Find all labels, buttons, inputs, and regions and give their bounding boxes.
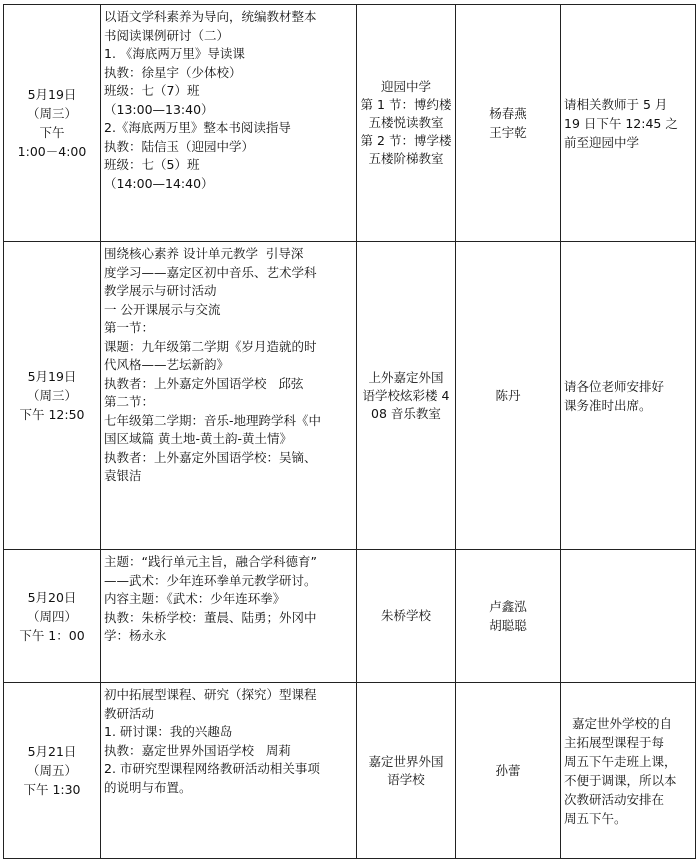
activity-content-line: 袁银洁 [104,468,142,483]
note-line: 19 日下午 12:45 之 [564,115,678,131]
activity-content-line: 执教者：上外嘉定外国语学校 邱弦 [104,375,304,391]
date-time-line: 1:00－4:00 [17,144,87,159]
activity-content-line: 的说明与布置。 [104,779,192,795]
activity-content-line: 书阅读课例研讨（二） [104,27,230,43]
venue-line: 迎园中学 [380,79,431,94]
venue-line: 五楼阶梯教室 [368,151,444,166]
schedule-table-body [4,5,696,859]
host-line: 胡聪聪 [489,618,527,633]
activity-content-line: 第一节： [104,320,155,335]
host-line: 卢鑫泓 [489,599,527,614]
activity-content-line: 一 公开课展示与交流 [104,301,221,317]
venue-line: 上外嘉定外国 [368,369,444,385]
note-line: 不便于调课，所以本 [564,772,677,788]
date-time-line: 5月21日 [27,744,77,759]
activity-content-line: 内容主题：《武术：少年连环拳》 [104,591,286,606]
date-time-line: 5月19日 [27,369,77,384]
venue-cell [357,550,456,683]
host-cell [456,5,561,242]
activity-content-cell [101,683,357,859]
activity-content-line: 初中拓展型课程、研究（探究）型课程 [104,687,317,702]
activity-content-line: 教学展示与研讨活动 [104,283,217,298]
activity-content-line: （13:00—13:40） [104,101,214,117]
activity-content-cell [101,5,357,242]
activity-content-line: 1. 《海底两万里》导读课 [104,46,245,61]
table-row [4,5,696,242]
venue-line: 五楼悦读教室 [368,115,444,130]
note-cell [561,242,696,550]
activity-content-line: 执教：嘉定世界外国语学校 周莉 [104,742,291,758]
venue-line: 朱桥学校 [380,608,431,623]
venue-cell [357,5,456,242]
note-cell [561,550,696,683]
note-line: 课务准时出席。 [564,397,652,413]
date-time-line: 5月20日 [27,589,77,605]
note-line: 请各位老师安排好 [564,378,665,394]
activity-content-line: 1. 研讨课：我的兴趣岛 [104,724,233,739]
note-line: 主拓展型课程于每 [564,734,665,750]
note-line: 嘉定世外学校的自 [564,715,672,731]
activity-content-line: 以语文学科素养为导向，统编教材整本 [104,9,317,24]
activity-content-line: 国区域篇 黄土地-黄土韵-黄土情》 [104,431,292,446]
host-line: 孙蕾 [495,763,521,778]
schedule-table [3,4,696,859]
host-line: 陈丹 [495,388,521,403]
table-row [4,683,696,859]
activity-content-line: 班级：七（5）班 [104,157,200,172]
date-time-line: （周三） [26,106,77,121]
activity-content-line: 主题：“践行单元主旨，融合学科德育” [104,554,317,569]
note-cell [561,683,696,859]
venue-line: 第 1 节：博约楼 [360,97,452,112]
date-time-cell [4,683,101,859]
activity-content-cell [101,242,357,550]
venue-line: 语学校 [387,771,425,787]
venue-line: 嘉定世界外国 [368,753,444,769]
date-time-cell [4,242,101,550]
venue-cell [357,683,456,859]
date-time-line: （周四） [26,608,77,624]
activity-content-line: 学：杨永永 [104,628,167,643]
activity-content-line: 第二节： [104,394,155,409]
note-line: 前至迎园中学 [564,134,640,150]
date-time-cell [4,550,101,683]
activity-content-line: 七年级第二学期：音乐-地理跨学科《中 [104,412,322,428]
activity-content-cell [101,550,357,683]
host-line: 王宇乾 [489,125,527,140]
activity-content-line: 执教：陆信玉（迎园中学） [104,138,255,154]
activity-content-line: ——武术：少年连环拳单元教学研讨。 [104,572,317,588]
note-line: 请相关教师于 5 月 [564,96,668,112]
date-time-line: 5月19日 [27,87,77,102]
activity-content-line: 2. 市研究型课程网络教研活动相关事项 [104,761,320,776]
date-time-line: 下午 1：00 [19,627,85,643]
date-time-line: 下午 12:50 [19,407,85,422]
note-line: 周五下午走班上课， [564,753,677,769]
host-cell [456,683,561,859]
venue-line: 语学校炫彩楼 4 [362,387,450,403]
activity-content-line: （14:00—14:40） [104,175,214,191]
date-time-line: 下午 [39,125,65,140]
date-time-line: 下午 1:30 [23,782,81,797]
activity-content-line: 执教：徐星宇（少体校） [104,64,242,80]
note-line: 次教研活动安排在 [564,791,665,807]
venue-line: 08 音乐教室 [371,405,441,421]
date-time-line: （周三） [26,388,77,403]
activity-content-line: 执教者：上外嘉定外国语学校：吴镝、 [104,449,317,465]
note-cell [561,5,696,242]
date-time-line: （周五） [26,763,77,778]
venue-line: 第 2 节：博学楼 [360,133,452,148]
activity-content-line: 围绕核心素养 设计单元教学 引导深 [104,246,304,261]
activity-content-line: 班级：七（7）班 [104,83,200,98]
host-line: 杨春燕 [489,106,527,121]
table-row [4,242,696,550]
activity-content-line: 代风格——艺坛新韵》 [104,357,230,372]
activity-content-line: 课题：九年级第二学期《岁月造就的时 [104,338,317,354]
activity-content-line: 教研活动 [104,705,155,721]
host-cell [456,550,561,683]
activity-content-line: 2.《海底两万里》整本书阅读指导 [104,120,291,135]
venue-cell [357,242,456,550]
date-time-cell [4,5,101,242]
table-row [4,550,696,683]
host-cell [456,242,561,550]
note-line: 周五下午。 [564,810,627,826]
activity-content-line: 度学习——嘉定区初中音乐、艺术学科 [104,264,317,280]
activity-content-line: 执教：朱桥学校：董晨、陆勇；外冈中 [104,609,317,625]
